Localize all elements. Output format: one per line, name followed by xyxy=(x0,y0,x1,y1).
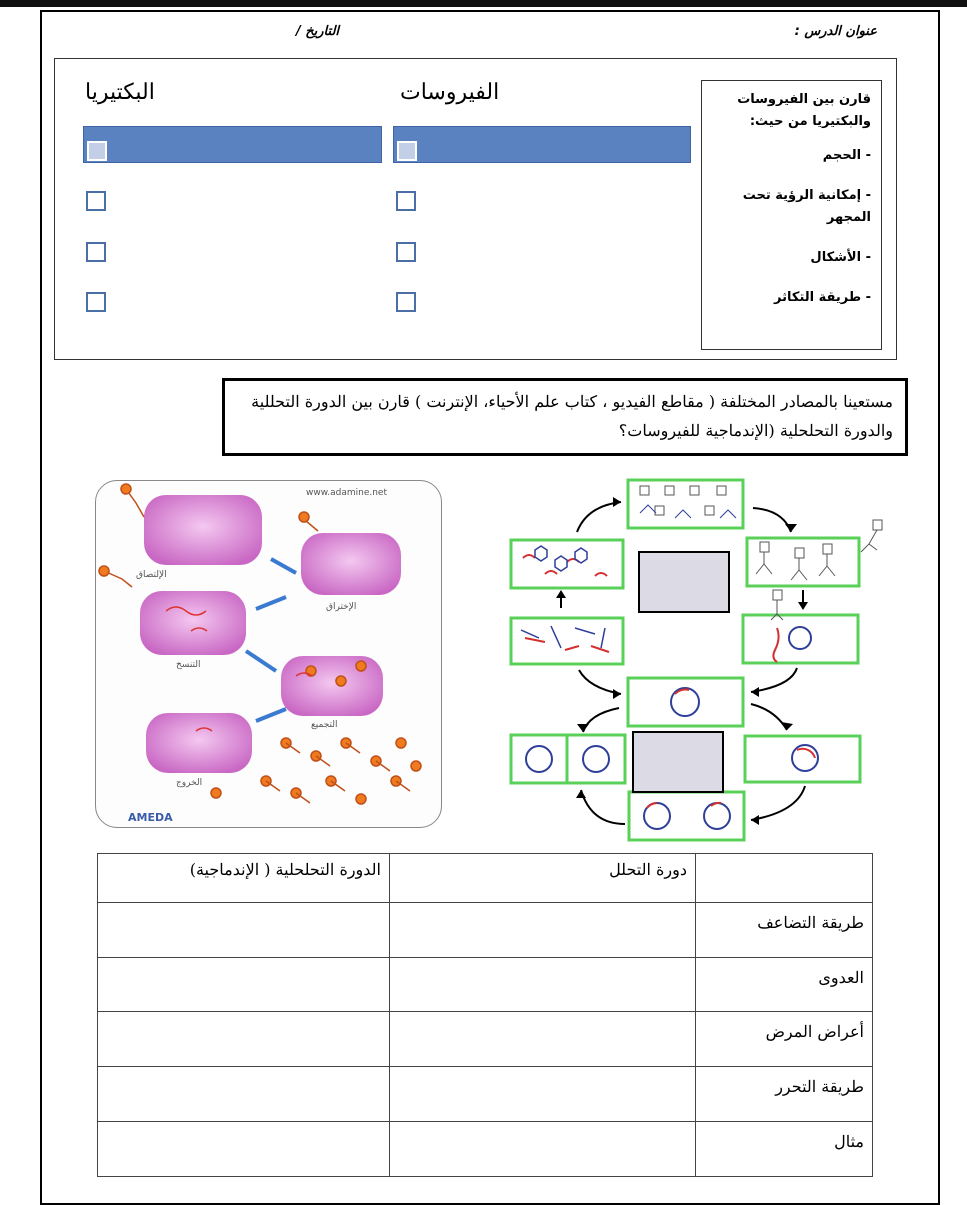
arrow-icon xyxy=(256,709,286,721)
row-label-symptoms: أعراض المرض xyxy=(696,1012,873,1067)
lytic-cycle-illustration xyxy=(95,480,442,828)
bacteria-checkbox-1[interactable] xyxy=(87,141,107,161)
lytic-lysogenic-comparison-table xyxy=(97,853,873,1177)
instruction-box xyxy=(222,378,908,456)
bacteria-checkbox-2[interactable] xyxy=(86,191,106,211)
header-lysogenic-cycle: الدورة التحلحلية ( الإندماجية) xyxy=(98,854,390,903)
row-label-example: مثال xyxy=(696,1122,873,1177)
table-row xyxy=(98,902,873,957)
host-cell-assemble xyxy=(281,656,383,716)
answer-cell-lysogenic-replication[interactable] xyxy=(98,902,390,957)
header-lytic-cycle: دورة التحلل xyxy=(390,854,696,903)
viruses-checkbox-4[interactable] xyxy=(396,292,416,312)
table-row xyxy=(98,1012,873,1067)
host-cell-release xyxy=(146,713,252,773)
panel-division-right xyxy=(567,735,625,783)
stage-label-replicate: التنسخ xyxy=(176,660,201,670)
arrow-icon xyxy=(246,651,276,671)
answer-cell-lytic-replication[interactable] xyxy=(390,902,696,957)
viruses-checkbox-1[interactable] xyxy=(397,141,417,161)
instruction-text: مستعينا بالمصادر المختلفة ( مقاطع الفيديو ، كتاب علم الأحياء، الإنترنت ) قارن بين الدورة التحللية والدورة التحلحلية (الإندماجية للفيروسات؟ xyxy=(251,392,893,440)
answer-cell-lysogenic-symptoms[interactable] xyxy=(98,1012,390,1067)
bacteria-checkbox-4[interactable] xyxy=(86,292,106,312)
panel-integration xyxy=(628,678,743,726)
panel-division-left xyxy=(511,735,567,783)
stage-label-penetrate: الإختراق xyxy=(326,602,357,612)
date-label: التاريخ / xyxy=(296,24,340,39)
arrow-icon xyxy=(256,597,286,609)
viruses-column-title: الفيروسات xyxy=(400,80,500,105)
table-row xyxy=(98,1122,873,1177)
criterion-microscope: - إمكانية الرؤية تحت المجهر xyxy=(742,188,871,225)
lesson-title-label: عنوان الدرس : xyxy=(794,24,877,39)
answer-cell-lytic-example[interactable] xyxy=(390,1122,696,1177)
answer-cell-lysogenic-infection[interactable] xyxy=(98,957,390,1012)
lytic-lysogenic-cycle-diagram xyxy=(505,478,900,843)
table-row xyxy=(98,957,873,1012)
answer-cell-lytic-infection[interactable] xyxy=(390,957,696,1012)
panel-prophage-integration xyxy=(745,736,860,782)
stage-label-assemble: التجميع xyxy=(311,720,338,730)
viruses-checkbox-3[interactable] xyxy=(396,242,416,262)
table-corner-cell[interactable] xyxy=(696,854,873,903)
panel-dna-injection xyxy=(743,615,858,663)
criteria-box xyxy=(701,80,882,350)
top-border-bar xyxy=(0,0,967,7)
criterion-size: - الحجم xyxy=(822,148,871,163)
ameda-logo: AMEDA xyxy=(128,811,173,824)
panel-dna-fragments xyxy=(511,618,623,664)
table-header-row xyxy=(98,854,873,903)
panel-cell-division xyxy=(629,792,744,840)
table-row xyxy=(98,1067,873,1122)
blank-label-box-top xyxy=(639,552,729,612)
host-cell-penetrate xyxy=(301,533,401,595)
host-cell-replicate xyxy=(140,591,246,655)
row-label-release: طريقة التحرر xyxy=(696,1067,873,1122)
answer-cell-lytic-symptoms[interactable] xyxy=(390,1012,696,1067)
answer-cell-lytic-release[interactable] xyxy=(390,1067,696,1122)
host-cell-attach xyxy=(144,495,262,565)
row-label-replication: طريقة التضاعف xyxy=(696,902,873,957)
bacteria-highlight-row[interactable] xyxy=(83,126,382,163)
stage-label-release: الخروج xyxy=(176,778,203,788)
blank-label-box-bottom xyxy=(633,732,723,792)
viruses-checkbox-2[interactable] xyxy=(396,191,416,211)
row-label-infection: العدوى xyxy=(696,957,873,1012)
stage-label-attach: الإلتصاق xyxy=(136,570,167,580)
bacteria-checkbox-3[interactable] xyxy=(86,242,106,262)
answer-cell-lysogenic-release[interactable] xyxy=(98,1067,390,1122)
lytic-cycle-drawing xyxy=(96,481,442,828)
bacteria-column-title: البكتيريا xyxy=(85,80,155,105)
criterion-reproduction: - طريقة التكاثر xyxy=(774,290,871,305)
comparison-prompt: قارن بين الفيروسات والبكتيريا من حيث: xyxy=(737,92,871,129)
watermark-text: www.adamine.net xyxy=(306,488,387,498)
criterion-shapes: - الأشكال xyxy=(810,250,871,265)
viruses-highlight-row[interactable] xyxy=(393,126,691,163)
answer-cell-lysogenic-example[interactable] xyxy=(98,1122,390,1177)
arrow-icon xyxy=(271,559,296,573)
